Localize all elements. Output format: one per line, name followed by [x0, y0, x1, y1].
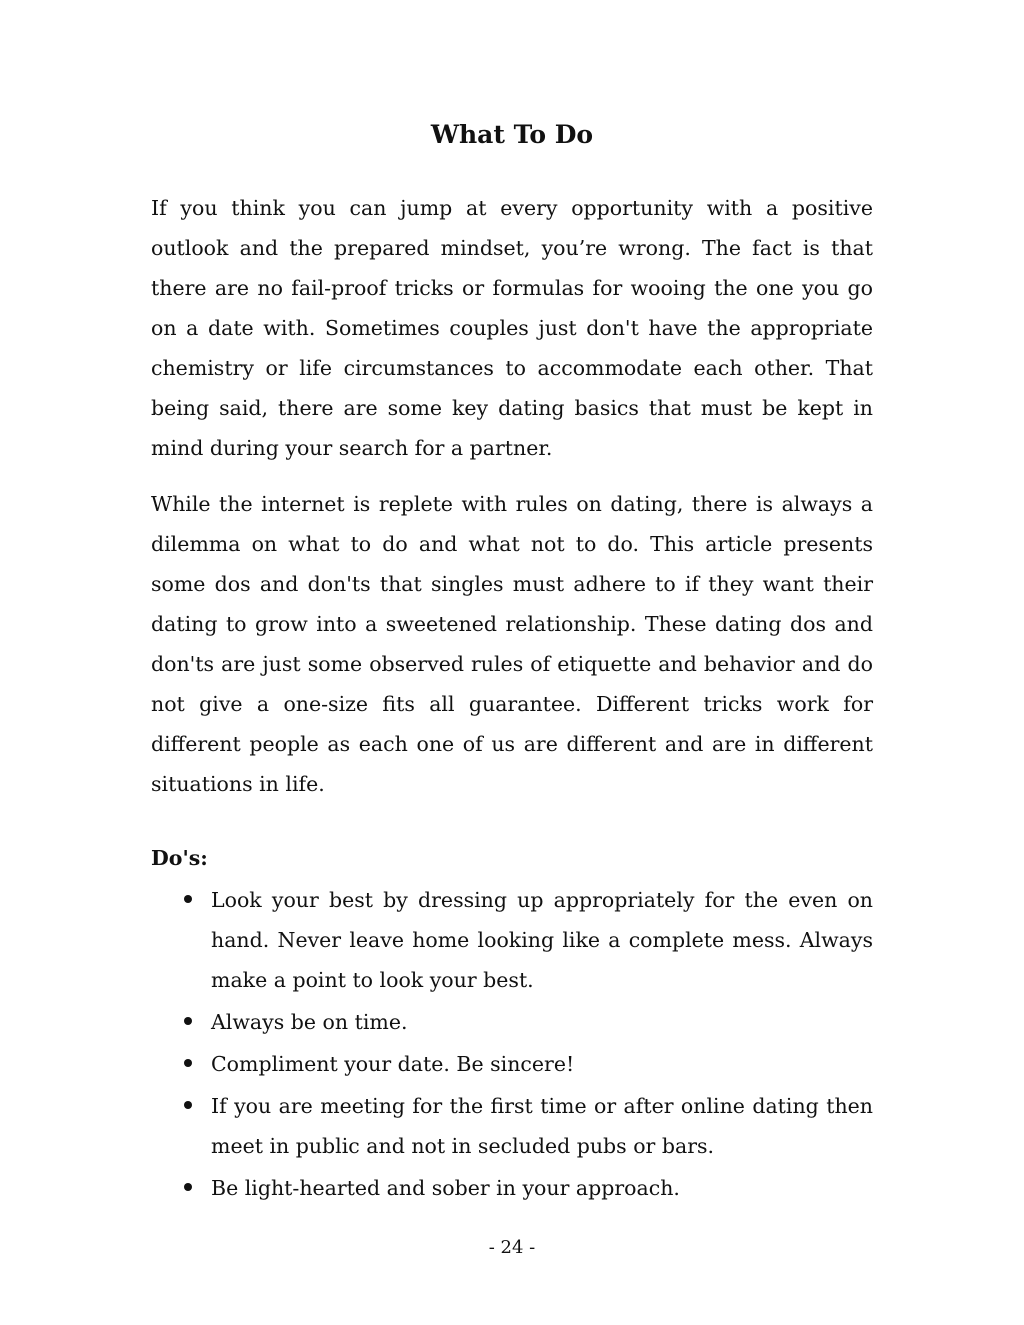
list-item	[151, 880, 873, 1000]
page-number: - 24 -	[488, 1237, 536, 1258]
dos-heading: Do's:	[151, 846, 208, 870]
list-item-text: Look your best by dressing up appropriately for the even on hand. Never leave home looking like a complete mess. Always make a point to look your best.	[211, 888, 873, 992]
bullet-icon	[184, 1101, 192, 1109]
list-item-text: If you are meeting for the first time or after online dating then meet in public and not in secluded pubs or bars.	[211, 1094, 873, 1158]
document-page	[151, 0, 873, 1325]
bullet-icon	[184, 1059, 192, 1067]
list-item	[151, 1168, 873, 1208]
bullet-icon	[184, 1017, 192, 1025]
list-item	[151, 1044, 873, 1084]
list-item-text: Compliment your date. Be sincere!	[211, 1052, 575, 1076]
list-item	[151, 1002, 873, 1042]
dos-list	[151, 880, 873, 1210]
paragraph-rules: While the internet is replete with rules on dating, there is always a dilemma on what to do and what not to do. This article presents some dos and don'ts that singles must adhere to if they want their dating to grow into a sweetened relationship. These dating dos and don'ts are just some observed rules of etiquette and behavior and do not give a one-size fits all guarantee. Different tricks work for different people as each one of us are different and are in different situations in life.	[151, 492, 873, 796]
list-item	[151, 1086, 873, 1166]
list-item-text: Always be on time.	[211, 1010, 408, 1034]
list-item-text: Be light-hearted and sober in your approach.	[211, 1176, 680, 1200]
bullet-icon	[184, 895, 192, 903]
paragraph-intro: If you think you can jump at every opportunity with a positive outlook and the prepared mindset, you’re wrong. The fact is that there are no fail-proof tricks or formulas for wooing the one you go on a date with. Sometimes couples just don't have the appropriate chemistry or life circumstances to accommodate each other. That being said, there are some key dating basics that must be kept in mind during your search for a partner.	[151, 196, 873, 460]
page-title: What To Do	[430, 120, 594, 149]
bullet-icon	[184, 1183, 192, 1191]
